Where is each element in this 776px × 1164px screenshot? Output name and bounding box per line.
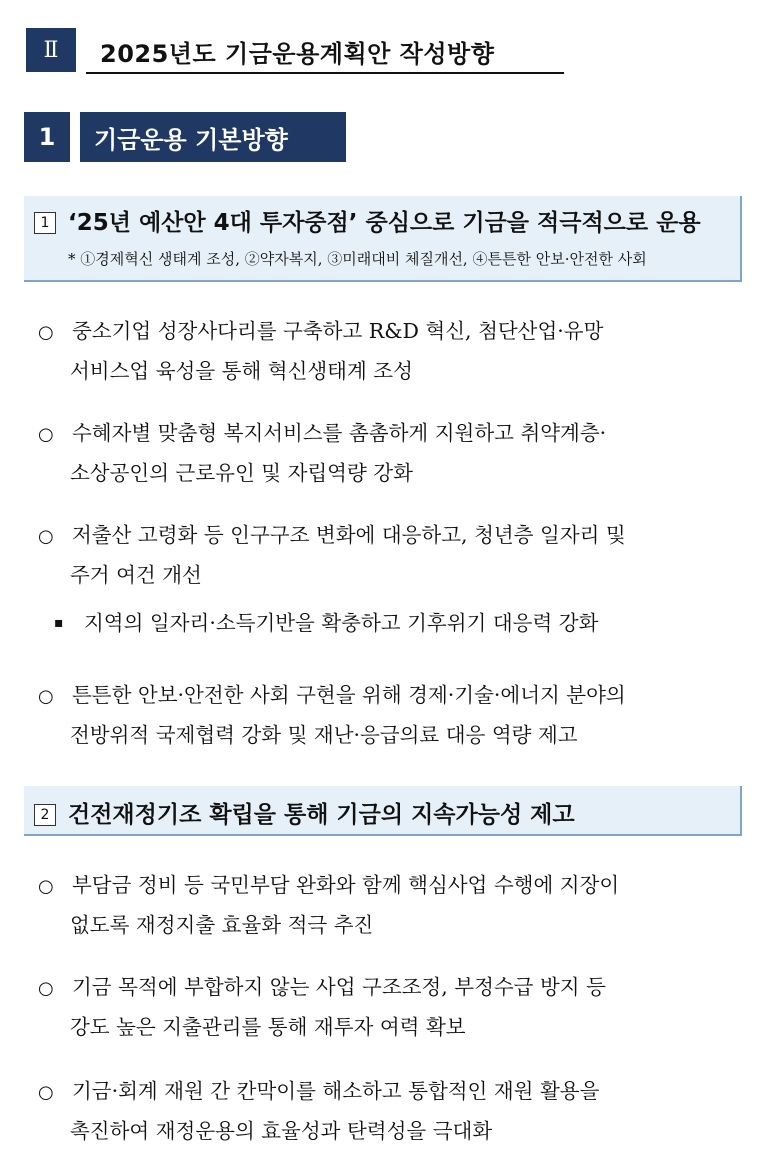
theme-title-2 — [34, 796, 575, 829]
bullet-line1: 튼튼한 안보·안전한 사회 구현을 위해 경제·기술·에너지 분야의 — [72, 683, 626, 707]
bullet-line1: 저출산 고령화 등 인구구조 변화에 대응하고, 청년층 일자리 및 — [72, 523, 626, 547]
bullet-mark: ○ — [38, 424, 54, 445]
subsection-number: 1 — [24, 112, 70, 162]
bullet-mark: ○ — [38, 1082, 54, 1103]
theme-note-1: * ①경제혁신 생태계 조성, ②약자복지, ③미래대비 체질개선, ④튼튼한 안보·안전한 사회 — [68, 250, 647, 268]
bullet-item — [38, 676, 750, 754]
bullet-line1: 부담금 정비 등 국민부담 완화와 함께 핵심사업 수행에 지장이 — [72, 873, 620, 897]
bullet-line1: 기금 목적에 부합하지 않는 사업 구조조정, 부정수급 방지 등 — [72, 975, 606, 999]
section-title: 2025년도 기금운용계획안 작성방향 — [100, 40, 495, 68]
bullet-item — [38, 968, 750, 1046]
bullet-item — [38, 516, 750, 594]
bullet-item — [38, 312, 750, 390]
section-underline — [86, 72, 564, 74]
bullet-mark: ○ — [38, 876, 54, 897]
bullet-line2: 전방위적 국제협력 강화 및 재난·응급의료 대응 역량 제고 — [70, 723, 578, 747]
theme-box-1 — [24, 196, 742, 282]
bullet-line1: 중소기업 성장사다리를 구축하고 R&D 혁신, 첨단산업·유망 — [72, 319, 604, 343]
sub-bullet-text: 지역의 일자리·소득기반을 확충하고 기후위기 대응력 강화 — [84, 611, 599, 635]
bullet-line2: 서비스업 육성을 통해 혁신생태계 조성 — [70, 359, 413, 383]
bullet-line2: 소상공인의 근로유인 및 자립역량 강화 — [70, 461, 413, 485]
bullet-item — [38, 866, 750, 944]
bullet-line1: 수혜자별 맞춤형 복지서비스를 촘촘하게 지원하고 취약계층· — [72, 421, 607, 445]
sub-bullet-item — [54, 604, 598, 642]
bullet-mark: ○ — [38, 526, 54, 547]
bullet-line1: 기금·회계 재원 간 칸막이를 해소하고 통합적인 재원 활용을 — [72, 1079, 600, 1103]
bullet-mark: ○ — [38, 322, 54, 343]
section-numeral: Ⅱ — [26, 28, 76, 72]
bullet-line2: 주거 여건 개선 — [70, 563, 202, 587]
theme-marker-1: 1 — [34, 212, 56, 234]
theme-box-2 — [24, 786, 742, 836]
theme-title-1 — [34, 204, 701, 237]
bullet-line2: 촉진하여 재정운용의 효율성과 탄력성을 극대화 — [70, 1119, 493, 1143]
theme-marker-2: 2 — [34, 804, 56, 826]
bullet-item — [38, 1072, 750, 1150]
sub-bullet-mark: ▪ — [54, 615, 64, 631]
bullet-line2: 강도 높은 지출관리를 통해 재투자 여력 확보 — [70, 1015, 466, 1039]
bullet-line2: 없도록 재정지출 효율화 적극 추진 — [70, 913, 374, 937]
bullet-item — [38, 414, 750, 492]
bullet-mark: ○ — [38, 978, 54, 999]
bullet-mark: ○ — [38, 686, 54, 707]
section-heading — [26, 28, 566, 74]
theme-title-text-2: 건전재정기조 확립을 통해 기금의 지속가능성 제고 — [68, 802, 575, 828]
theme-title-text-1: ‘25년 예산안 4대 투자중점’ 중심으로 기금을 적극적으로 운용 — [68, 210, 701, 236]
subsection-title: 기금운용 기본방향 — [80, 112, 346, 162]
